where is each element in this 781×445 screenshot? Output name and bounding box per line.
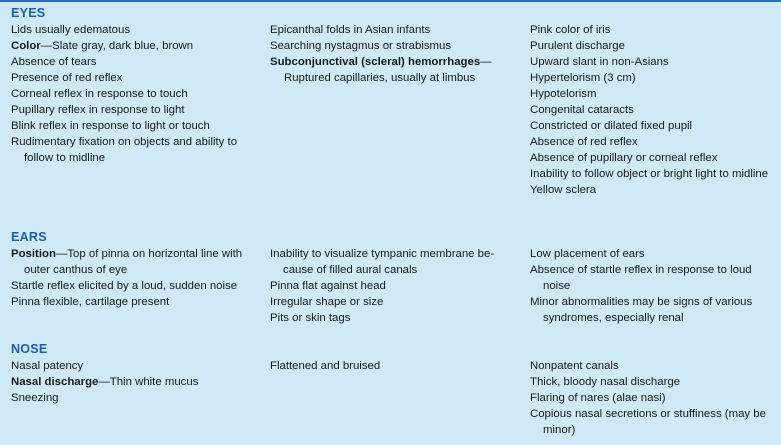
nose-variation-column bbox=[270, 358, 520, 374]
list-item bbox=[530, 294, 775, 326]
item-bold-term: Nasal discharge bbox=[11, 376, 99, 388]
list-item bbox=[270, 358, 520, 374]
list-item bbox=[530, 102, 775, 118]
item-text: Upward slant in non-Asians bbox=[530, 56, 669, 68]
item-text: —Top of pinna on horizontal line with outer canthus of eye bbox=[24, 248, 243, 276]
item-text: Purulent discharge bbox=[530, 40, 625, 52]
item-text: Hypotelorism bbox=[530, 88, 597, 100]
list-item bbox=[11, 294, 261, 310]
item-text: Lids usually edematous bbox=[11, 24, 131, 36]
item-text: Absence of startle reflex in response to loud noise bbox=[530, 264, 752, 292]
list-item bbox=[11, 358, 261, 374]
list-item bbox=[270, 278, 520, 294]
item-text: Pits or skin tags bbox=[270, 312, 351, 324]
item-text: Sneezing bbox=[11, 392, 59, 404]
list-item bbox=[270, 246, 520, 278]
item-text: Copious nasal secretions or stuffiness (may be minor) bbox=[530, 408, 766, 436]
eyes-hemorrhage-detail: Ruptured capillaries, usually at limbus bbox=[284, 72, 476, 84]
item-text: Constricted or dilated fixed pupil bbox=[530, 120, 693, 132]
list-item bbox=[530, 182, 775, 198]
list-item bbox=[11, 374, 261, 390]
list-item bbox=[530, 118, 775, 134]
list-item bbox=[530, 374, 775, 390]
list-item bbox=[530, 246, 775, 262]
item-text: Flattened and bruised bbox=[270, 360, 381, 372]
item-text: Irregular shape or size bbox=[270, 296, 384, 308]
nose-normal-column bbox=[11, 358, 261, 406]
list-item bbox=[270, 38, 520, 54]
list-item bbox=[530, 38, 775, 54]
item-text: Nasal patency bbox=[11, 360, 84, 372]
item-text: —Thin white mucus bbox=[98, 376, 199, 388]
item-text: Hypertelorism (3 cm) bbox=[530, 72, 636, 84]
nose-section-title: NOSE bbox=[11, 342, 48, 356]
item-text: Nonpatent canals bbox=[530, 360, 619, 372]
item-text: —Slate gray, dark blue, brown bbox=[40, 40, 194, 52]
list-item bbox=[530, 86, 775, 102]
list-item bbox=[11, 86, 261, 102]
item-text: Absence of pupillary or corneal reflex bbox=[530, 152, 718, 164]
ears-variation-column bbox=[270, 246, 520, 326]
list-item bbox=[530, 22, 775, 38]
item-text: Congenital cataracts bbox=[530, 104, 634, 116]
item-bold-term: Color bbox=[11, 40, 41, 52]
item-text: Absence of tears bbox=[11, 56, 97, 68]
list-item bbox=[11, 70, 261, 86]
eyes-section-title: EYES bbox=[11, 6, 46, 20]
list-item bbox=[530, 150, 775, 166]
list-item bbox=[11, 38, 261, 54]
list-item bbox=[530, 134, 775, 150]
item-text: Inability to visualize tympanic membrane be- cause of filled aural canals bbox=[270, 248, 495, 276]
item-text: Searching nystagmus or strabismus bbox=[270, 40, 452, 52]
item-text: Flaring of nares (alae nasi) bbox=[530, 392, 666, 404]
list-item bbox=[530, 166, 775, 182]
item-text: Pink color of iris bbox=[530, 24, 611, 36]
nose-abnormal-column bbox=[530, 358, 775, 438]
list-item bbox=[11, 54, 261, 70]
eyes-abnormal-column bbox=[530, 22, 775, 198]
item-text: Low placement of ears bbox=[530, 248, 645, 260]
item-text: Pupillary reflex in response to light bbox=[11, 104, 185, 116]
item-text: Blink reflex in response to light or touch bbox=[11, 120, 210, 132]
item-text: Thick, bloody nasal discharge bbox=[530, 376, 681, 388]
item-text: — bbox=[480, 56, 492, 68]
item-text: Presence of red reflex bbox=[11, 72, 123, 84]
list-item bbox=[530, 54, 775, 70]
list-item bbox=[270, 54, 520, 70]
list-item bbox=[11, 134, 261, 166]
eyes-normal-column bbox=[11, 22, 261, 166]
list-item bbox=[11, 22, 261, 38]
item-text: Pinna flat against head bbox=[270, 280, 386, 292]
list-item bbox=[530, 70, 775, 86]
list-item bbox=[530, 358, 775, 374]
item-text: Inability to follow object or bright light to midline bbox=[530, 168, 769, 180]
list-item bbox=[11, 102, 261, 118]
item-text: Minor abnormalities may be signs of various syndromes, especially renal bbox=[530, 296, 753, 324]
list-item bbox=[11, 278, 261, 294]
item-text: Epicanthal folds in Asian infants bbox=[270, 24, 431, 36]
item-text: Yellow sclera bbox=[530, 184, 597, 196]
item-text: Startle reflex elicited by a loud, sudden noise bbox=[11, 280, 238, 292]
list-item bbox=[11, 246, 261, 278]
ears-abnormal-column bbox=[530, 246, 775, 326]
eyes-variation-column bbox=[270, 22, 520, 86]
list-item bbox=[530, 262, 775, 294]
item-text: Corneal reflex in response to touch bbox=[11, 88, 188, 100]
item-text: Pinna flexible, cartilage present bbox=[11, 296, 170, 308]
list-item bbox=[530, 390, 775, 406]
list-item bbox=[270, 294, 520, 310]
ears-section-title: EARS bbox=[11, 230, 47, 244]
item-bold-term: Position bbox=[11, 248, 56, 260]
list-item bbox=[11, 118, 261, 134]
ears-normal-column bbox=[11, 246, 261, 310]
list-item bbox=[11, 390, 261, 406]
item-text: Absence of red reflex bbox=[530, 136, 638, 148]
list-item bbox=[530, 406, 775, 438]
list-item bbox=[270, 22, 520, 38]
table-top-border bbox=[0, 0, 781, 2]
list-item bbox=[270, 310, 520, 326]
item-bold-term: Subconjunctival (scleral) hemorrhages bbox=[270, 56, 481, 68]
item-text: Rudimentary fixation on objects and ability to follow to midline bbox=[11, 136, 238, 164]
